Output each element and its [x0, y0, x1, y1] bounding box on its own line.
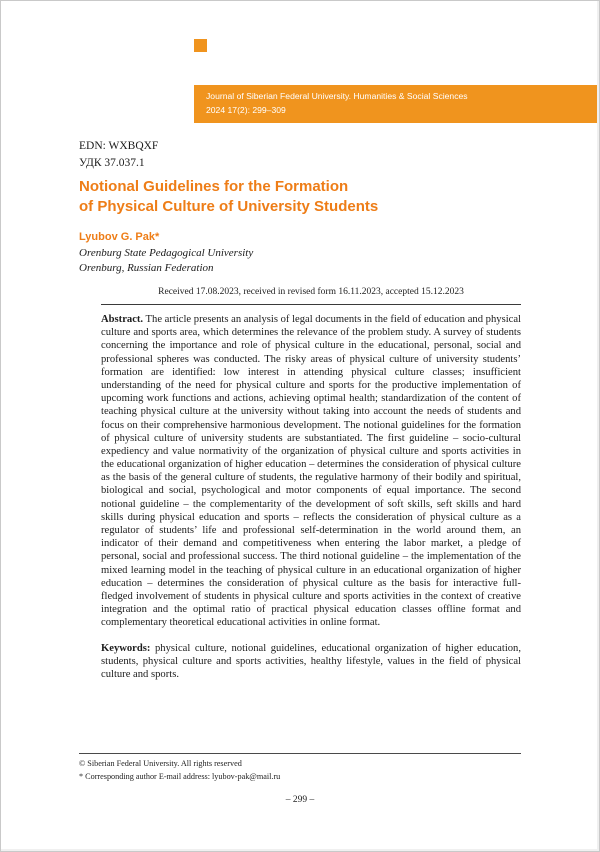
received-dates: Received 17.08.2023, received in revised form 16.11.2023, accepted 15.12.2023	[158, 287, 464, 297]
abstract-label: Abstract.	[101, 314, 144, 325]
article-title	[79, 177, 378, 218]
page-number: – 299 –	[285, 795, 315, 805]
journal-header-band	[194, 85, 597, 123]
journal-name: Journal of Siberian Federal University. Humanities & Social Sciences	[206, 91, 468, 101]
keywords-text: physical culture, notional guidelines, educational organization of higher education, students, physical culture and sports activities, healthy lifestyle, values in the field of physical culture and sports.	[101, 642, 521, 680]
copyright-note: © Siberian Federal University. All rights reserved	[79, 759, 242, 768]
keywords-label: Keywords:	[101, 642, 151, 654]
corresponding-author-note: * Corresponding author E-mail address: lyubov-pak@mail.ru	[79, 771, 281, 781]
article-title-line-2: of Physical Culture of University Students	[79, 198, 379, 216]
author-name: Lyubov G. Pak*	[79, 231, 160, 243]
affiliation-institution: Orenburg State Pedagogical University	[79, 247, 254, 259]
journal-issue: 2024 17(2): 299–309	[206, 104, 286, 115]
affiliation-location: Orenburg, Russian Federation	[79, 261, 214, 274]
article-title-line-1: Notional Guidelines for the Formation	[79, 178, 349, 195]
footnotes-divider	[79, 753, 521, 754]
author-affiliation	[79, 246, 253, 275]
accent-square	[194, 39, 207, 52]
udc-code: УДК 37.037.1	[79, 157, 145, 170]
footnotes	[79, 753, 521, 783]
abstract-text: The article presents an analysis of legal documents in the field of education and physical culture and sports area, which determines the relevance of the problem study. A survey of students concerning the importance and role of physical culture in the educational, personal, social and professional spheres was conducted. The risky areas of physical culture of university students’ formation are identified: low interest in attending physical culture classes; insufficient understanding of the need for physical culture and sports for the productive implementation of upcoming work functions and actions, achieving optimal health; standardization of the content of teaching physical culture at the university without taking into account the needs of students and focus on their comprehensive harmonious development. The notional guidelines for the formation of physical culture of university students are substantiated. The first guideline – socio-cultural expediency and value normativity of the organization of physical culture and sports activities in the educational organization of higher education – determines the consideration of physical culture as the basis of the general culture of students, the regulative harmony of their bodily and spiritual, biological and social, psychological and motor components of equal importance. The second notional guideline – the complementarity of the development of soft skills, seft skills and hard skills during physical education and sports – reflects the consideration of physical culture as a regulator of students’ life and professional self-determination in the world around them, an indicator of their demand and competitiveness when entering the labor market, a pledge of personal, social and professional success. The third notional guideline – the implementation of the mixed learning model in the teaching of physical culture in an educational organization of higher education – determines the consideration of physical culture as the basis for interactive full-fledged involvement of students in physical culture and sports activities in the context of creative integration and the optimal ratio of practical physical education classes offline format and complementary theoretical educational activities in online format.	[101, 314, 521, 629]
article-identifiers	[79, 138, 158, 173]
abstract-block	[101, 304, 521, 681]
abstract-divider	[101, 304, 521, 305]
edn-code: EDN: WXBQXF	[79, 140, 159, 152]
keywords-paragraph	[101, 642, 521, 682]
abstract-paragraph	[101, 313, 521, 630]
